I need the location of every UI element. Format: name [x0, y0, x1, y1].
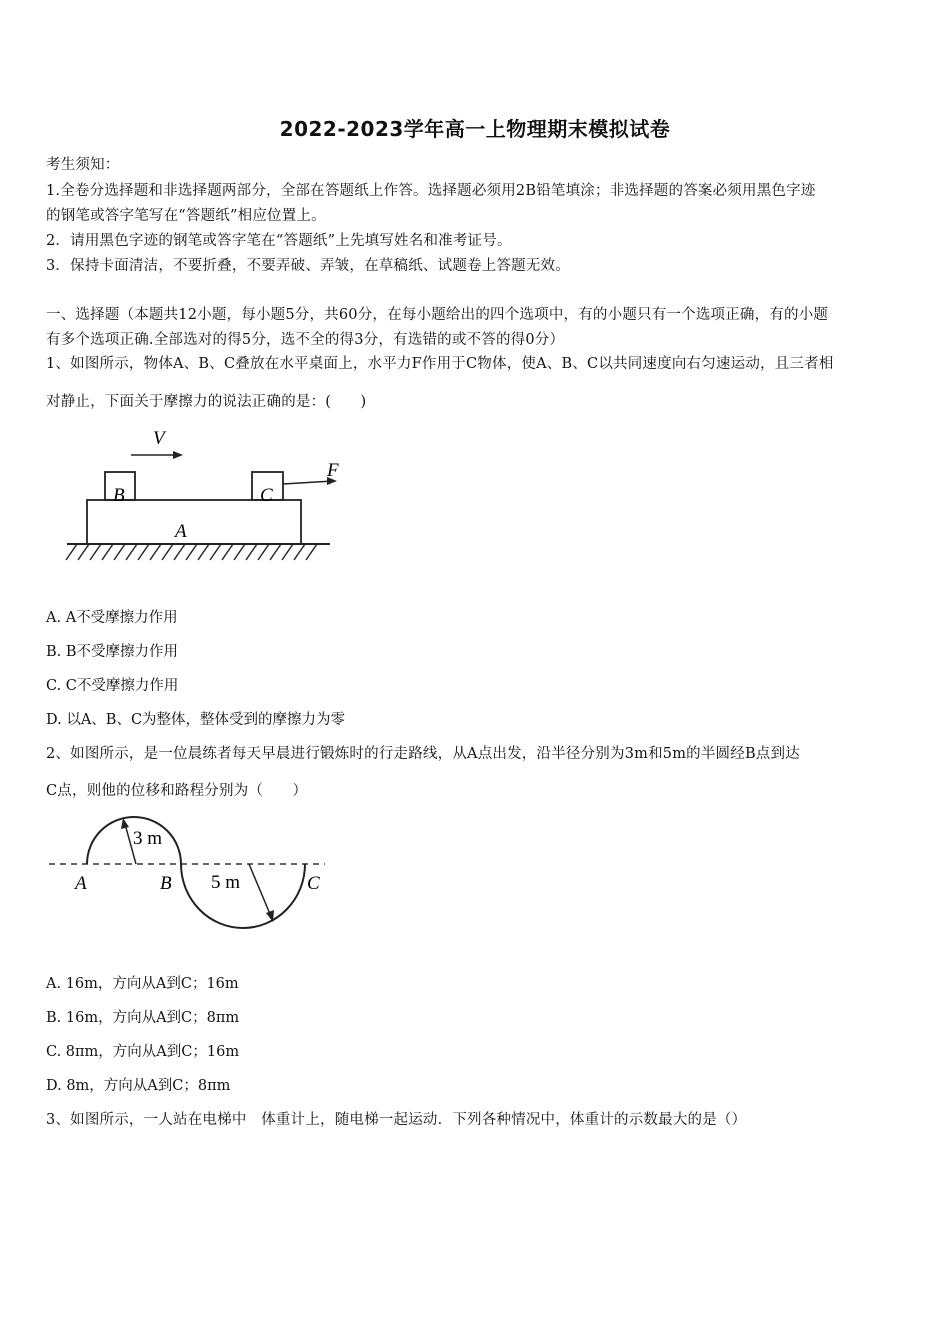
point-a-label: A: [75, 873, 87, 894]
question-3-stem: 3、如图所示，一人站在电梯中 体重计上，随电梯一起运动．下列各种情况中，体重计的示数最大的是（）: [46, 1112, 747, 1128]
exam-title: 2022-2023学年高一上物理期末模拟试卷: [279, 117, 671, 141]
hatch-mark: [210, 544, 221, 560]
question-1-option-a[interactable]: A. A不受摩擦力作用: [46, 610, 178, 626]
force-label: F: [327, 460, 339, 481]
question-1-option-b[interactable]: B. B不受摩擦力作用: [46, 644, 179, 660]
question-2-option-a[interactable]: A. 16m，方向从A到C；16m: [46, 976, 239, 992]
question-2-option-b[interactable]: B. 16m，方向从A到C；8πm: [46, 1010, 240, 1026]
velocity-arrowhead: [173, 451, 183, 459]
hatch-mark: [78, 544, 89, 560]
hatch-mark: [66, 544, 77, 560]
radius-5m-arrow: [249, 864, 270, 914]
notice-item: 3．保持卡面清洁，不要折叠，不要弄破、弄皱，在草稿纸、试题卷上答题无效。: [46, 258, 570, 274]
point-b-label: B: [160, 873, 172, 894]
block-a-label: A: [175, 521, 187, 542]
radius-5m-label: 5 m: [211, 872, 241, 893]
point-c-label: C: [307, 873, 320, 894]
radius-3m-label: 3 m: [133, 828, 163, 849]
question-2-stem: C点，则他的位移和路程分别为（ ）: [46, 783, 308, 799]
question-1-option-d[interactable]: D. 以A、B、C为整体，整体受到的摩擦力为零: [46, 712, 346, 728]
notice-item: 的钢笔或答字笔写在“答题纸”相应位置上。: [46, 208, 326, 224]
ground-hatching: [66, 544, 317, 560]
hatch-mark: [294, 544, 305, 560]
hatch-mark: [234, 544, 245, 560]
hatch-mark: [306, 544, 317, 560]
radius-5m-arrowhead: [266, 910, 274, 922]
block-b-label: B: [113, 485, 125, 506]
hatch-mark: [126, 544, 137, 560]
force-arrow: [283, 481, 333, 484]
hatch-mark: [198, 544, 209, 560]
large-semicircle-path: [181, 864, 305, 928]
hatch-mark: [258, 544, 269, 560]
question-1-stem: 1、如图所示，物体A、B、C叠放在水平桌面上，水平力F作用于C物体，使A、B、C以共同速度向右匀速运动，且三者相: [46, 356, 834, 372]
hatch-mark: [150, 544, 161, 560]
question-2-stem: 2、如图所示，是一位晨练者每天早晨进行锻炼时的行走路线，从A点出发，沿半径分别为3m和5m的半圆经B点到达: [46, 746, 800, 762]
hatch-mark: [162, 544, 173, 560]
hatch-mark: [138, 544, 149, 560]
hatch-mark: [90, 544, 101, 560]
hatch-mark: [102, 544, 113, 560]
hatch-mark: [270, 544, 281, 560]
notice-item: 1.全卷分选择题和非选择题两部分，全部在答题纸上作答。选择题必须用2B铅笔填涂；非选择题的答案必须用黑色字迹: [46, 183, 816, 199]
question-2-option-d[interactable]: D. 8m，方向从A到C；8πm: [46, 1078, 231, 1094]
section-heading: 有多个选项正确.全部选对的得5分，选不全的得3分，有选错的或不答的得0分）: [46, 332, 565, 348]
question-2-option-c[interactable]: C. 8πm，方向从A到C；16m: [46, 1044, 240, 1060]
block-c-label: C: [260, 485, 273, 506]
radius-3m-arrowhead: [121, 818, 129, 829]
notice-heading: 考生须知：: [46, 157, 120, 173]
block-a: [87, 500, 301, 544]
hatch-mark: [186, 544, 197, 560]
question-1-option-c[interactable]: C. C不受摩擦力作用: [46, 678, 179, 694]
hatch-mark: [246, 544, 257, 560]
question-2-figure: [45, 810, 335, 940]
velocity-label: V: [153, 428, 165, 449]
question-1-figure: [55, 420, 345, 570]
hatch-mark: [114, 544, 125, 560]
question-1-stem: 对静止，下面关于摩擦力的说法正确的是：( ): [46, 394, 367, 410]
hatch-mark: [174, 544, 185, 560]
section-heading: 一、选择题（本题共12小题，每小题5分，共60分，在每小题给出的四个选项中，有的小题只有一个选项正确，有的小题: [46, 307, 829, 323]
hatch-mark: [222, 544, 233, 560]
hatch-mark: [282, 544, 293, 560]
notice-item: 2．请用黑色字迹的钢笔或答字笔在“答题纸”上先填写姓名和准考证号。: [46, 233, 512, 249]
